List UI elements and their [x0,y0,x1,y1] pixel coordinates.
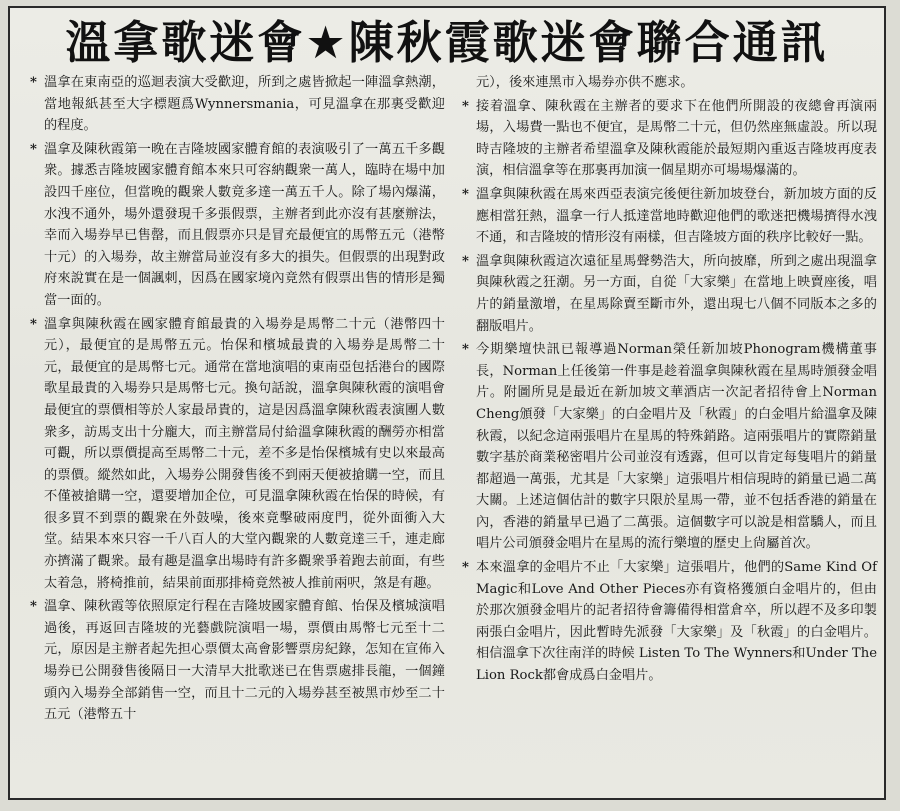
bullet-star: * [462,560,469,576]
bullet-star: * [462,98,469,114]
bullet-star: * [462,253,469,269]
paragraph-text: 元），後來連黑市入場券亦供不應求。 [476,75,694,90]
left-column [30,72,445,728]
paragraph-text: 溫拿及陳秋霞第一晚在吉隆坡國家體育館的表演吸引了一萬五千多觀衆。據悉吉隆坡國家體育館本來只可容納觀衆一萬人，臨時在場中加設四千座位，但當晚的觀衆人數竟多達一萬五千人。除了場內爆滿，水洩不通外，場外還發現千多張假票，主辦者到此亦沒有甚麼辦法，幸而入場券早已售罄，而且假票亦只是冒充最便宜的馬幣五元（港幣十元）的入場券，故主辦當局並沒有多大的損失。但假票的出現對政府來說實在是一個諷刺，因爲在國家境內竟然有假票出售的情形是獨當一面的。 [44,141,445,308]
paragraph [462,251,877,337]
paragraph-text: 溫拿與陳秋霞在國家體育館最貴的入場券是馬幣二十元（港幣四十元），最便宜的是馬幣五元。怡保和檳城最貴的入場券是馬幣二十元，最便宜的是馬幣七元。通常在當地演唱的東南亞包括港台的國際歌星最貴的入場券只是馬幣七元。換句話說，溫拿與陳秋霞的演唱會最便宜的票價相等於人家最昂貴的，這是因爲溫拿陳秋霞表演團人數衆多，訪馬支出十分龐大，而主辦當局付給溫拿陳秋霞的酬勞亦相當可觀，所以票價提高至馬幣二十元，差不多是怡保檳城有史以來最高的票價。縱然如此，入場券公開發售後不到兩天便被搶購一空，而且不僅被搶購一空，還要增加企位，可見溫拿陳秋霞在怡保的時候，有很多買不到票的觀衆在外鼓噪，後來竟擊破兩度門，從外面衝入大堂。結果本來只容一千八百人的大堂內觀衆的人數竟達三千，連走廊亦擠滿了觀衆。最有趣是溫拿出場時有許多觀衆爭着跑去前面，有些太着急，將椅推前，結果前面那排椅竟然被人推前兩呎，煞是有趣。 [44,316,445,591]
paragraph-text: 本來溫拿的金唱片不止「大家樂」這張唱片，他們的Same Kind Of Magic和Love And Other Pieces亦有資格獲頒白金唱片的，但由於那次頒發金唱片的記者招待會籌備得相當倉卒，所以趕不及多印製兩張白金唱片，因此暫時先派發「大家樂」及「秋霞」的白金唱片。相信溫拿下次往南洋的時候 Listen To The Wynners和Under The Lion Rock都會成爲白金唱片。 [476,560,877,684]
paragraph-text: 溫拿與陳秋霞這次遠征星馬聲勢浩大，所向披靡，所到之處出現溫拿與陳秋霞之狂潮。另一方面，自從「大家樂」在當地上映賣座後，唱片的銷量激增，在星馬除賣至斷市外，還出現七八個不同版本之多的翻版唱片。 [476,253,877,334]
bullet-star: * [30,599,37,615]
paragraph [462,557,877,687]
paragraph [30,314,445,595]
paragraph [30,72,445,137]
right-column [462,72,877,689]
bullet-star: * [30,316,37,332]
bullet-star: * [462,186,469,202]
paragraph-text: 溫拿與陳秋霞在馬來西亞表演完後便往新加坡登台，新加坡方面的反應相當狂熱，溫拿一行人抵達當地時歡迎他們的歌迷把機場擠得水洩不通，和吉隆坡的情形沒有兩樣，但吉隆坡方面的秩序比較好一點。 [476,186,877,246]
paragraph-text: 溫拿、陳秋霞等依照原定行程在吉隆坡國家體育館、怡保及檳城演唱過後，再返回吉隆坡的光藝戲院演唱一場，票價由馬幣七元至十二元，原因是主辦者起先担心票價太高會影響票房紀錄，怎知在宣佈入場券已公開發售後隔日一大清早大批歌迷已在售票處排長龍，一個鐘頭內入場券全部銷售一空，而且十二元的入場券甚至被黑市炒至二十五元（港幣五十 [44,599,445,723]
bullet-star: * [30,75,37,90]
paragraph [30,596,445,726]
headline: 溫拿歌迷會★陳秋霞歌迷會聯合通訊 [65,16,829,69]
paragraph [462,184,877,249]
paragraph-continued [462,72,877,94]
paragraph [462,339,877,555]
paragraph-text: 今期樂壇快訊已報導過Norman榮任新加坡Phonogram機構董事長，Norman上任後第一件事是趁着溫拿與陳秋霞在星馬時頒發金唱片。附圖所見是最近在新加坡文華酒店一次記者招待會上Norman Cheng頒發「大家樂」的白金唱片及「秋霞」的白金唱片給溫拿及陳秋霞，以紀念這兩張唱片在星馬的特殊銷路。這兩張唱片的實際銷量數字基於商業秘密唱片公司並沒有透露，但可以肯定每隻唱片的銷量都超過一萬張，尤其是「大家樂」這張唱片相信現時的銷量已過二萬大關。上述這個估計的數字只限於星馬一帶，並不包括香港的銷量在內，香港的銷量早已過了二萬張。這個數字可以說是相當驕人，而且唱片公司頒發金唱片在星馬的流行樂壇的歷史上尙屬首次。 [476,342,877,552]
paragraph-text: 溫拿在東南亞的巡迴表演大受歡迎，所到之處皆掀起一陣溫拿熱潮，當地報紙甚至大字標題爲Wynnersmania，可見溫拿在那裏受歡迎的程度。 [44,75,445,134]
bullet-star: * [462,342,469,358]
paragraph [462,96,877,182]
paragraph-text: 接着溫拿、陳秋霞在主辦者的要求下在他們所開設的夜總會再演兩場，入場費一點也不便宜，是馬幣二十元，但仍然座無虛設。所以現時吉隆坡的主辦者希望溫拿及陳秋霞能於最短期內重返吉隆坡再度表演，相信溫拿等在那裏再加演一個星期亦可場場爆滿的。 [476,98,877,179]
bullet-star: * [30,141,37,157]
newspaper-clipping [8,6,886,800]
paragraph [30,139,445,312]
